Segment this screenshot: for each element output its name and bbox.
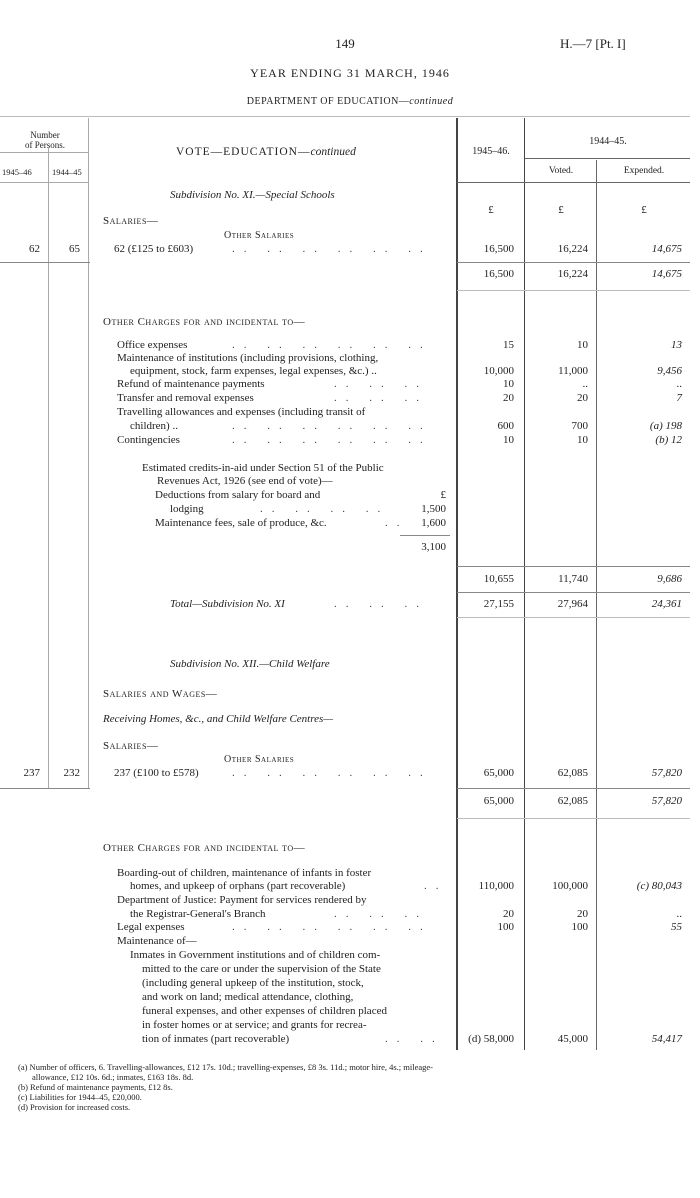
credits-lodging-value: 1,500 bbox=[421, 503, 446, 515]
credits-rule bbox=[400, 535, 450, 536]
travelling-voted: 700 bbox=[571, 420, 588, 432]
travelling-label-b: children) .. bbox=[130, 420, 178, 432]
leader-dots: .. .. .. .. .. .. bbox=[232, 339, 432, 351]
footnote-a-line-1: (a) Number of officers, 6. Travelling-allowances, £12 17s. 10d.; travelling-expenses, £8 3s. 11d.; motor hire, 4s.; mileage- bbox=[18, 1062, 433, 1072]
sub11-salaries-total-expended: 14,675 bbox=[651, 268, 682, 280]
receiving-homes-label: Receiving Homes, &c., and Child Welfare Centres— bbox=[103, 713, 334, 725]
persons-label-1: Number bbox=[30, 130, 60, 140]
office-expenses-expended: 13 bbox=[671, 339, 682, 351]
transfer-voted: 20 bbox=[577, 392, 588, 404]
inmates-text-3: (including general upkeep of the institution, stock, bbox=[142, 977, 364, 989]
inmates-voted: 45,000 bbox=[557, 1033, 588, 1045]
persons-header bbox=[0, 130, 90, 150]
justice-label-b: the Registrar-General's Branch bbox=[130, 908, 266, 920]
sub11-salaries-voted: 16,224 bbox=[557, 243, 588, 255]
document-reference: H.—7 [Pt. I] bbox=[560, 36, 626, 51]
sub11-other-salaries-label: Other Salaries bbox=[224, 230, 295, 241]
persons-year-1944: 1944–45 bbox=[52, 167, 82, 177]
refund-label: Refund of maintenance payments bbox=[117, 378, 265, 390]
travelling-label-a: Travelling allowances and expenses (including transit of bbox=[117, 406, 366, 418]
leader-dots: .. .. .. .. bbox=[260, 503, 390, 515]
legal-1945: 100 bbox=[497, 921, 514, 933]
sub12-salaries-1945: 65,000 bbox=[483, 767, 514, 779]
credits-text-1: Estimated credits-in-aid under Section 51 of the Public bbox=[142, 462, 384, 474]
persons-right-rule bbox=[88, 118, 89, 788]
sub11-total-1945: 27,155 bbox=[483, 598, 514, 610]
sub11-total-rule bbox=[457, 290, 690, 291]
maintenance-label-b: equipment, stock, farm expenses, legal expenses, &c.) .. bbox=[130, 365, 377, 377]
contingencies-label: Contingencies bbox=[117, 434, 180, 446]
justice-voted: 20 bbox=[577, 908, 588, 920]
credits-row-5 bbox=[0, 517, 700, 530]
legal-expended: 55 bbox=[671, 921, 682, 933]
boarding-voted: 100,000 bbox=[552, 880, 588, 892]
inmates-text-1: Inmates in Government institutions and of children com- bbox=[130, 949, 381, 961]
sub11-other-charges-label: Other Charges for and incidental to— bbox=[103, 316, 306, 328]
inmates-row-7 bbox=[0, 1033, 700, 1046]
persons-label-2: of Persons. bbox=[25, 140, 65, 150]
leader-dots: .. .. .. .. .. .. bbox=[232, 434, 432, 446]
sub12-salaries-label: Salaries— bbox=[103, 740, 159, 752]
subdivision-12-heading: Subdivision No. XII.—Child Welfare bbox=[170, 658, 330, 670]
boarding-label-b: homes, and upkeep of orphans (part recoverable) bbox=[130, 880, 346, 892]
sub12-salaries-row bbox=[0, 767, 700, 780]
maintenance-expended: 9,456 bbox=[657, 365, 682, 377]
maintenance-label-a: Maintenance of institutions (including provisions, clothing, bbox=[117, 352, 379, 364]
sub11-other-charges-rule bbox=[457, 566, 690, 567]
transfer-label: Transfer and removal expenses bbox=[117, 392, 254, 404]
justice-row-a bbox=[0, 894, 700, 907]
leader-dots: .. .. .. .. .. .. bbox=[232, 243, 432, 255]
column-header-rule bbox=[457, 182, 690, 183]
sub11-other-charges-total-row bbox=[0, 573, 700, 586]
leader-dots: .. .. .. .. .. .. bbox=[232, 767, 432, 779]
credits-text-2: Revenues Act, 1926 (see end of vote)— bbox=[157, 475, 333, 487]
sub12-other-salaries-label: Other Salaries bbox=[224, 754, 295, 765]
sub12-persons-1944: 232 bbox=[63, 767, 80, 779]
department-continued: continued bbox=[409, 96, 454, 107]
refund-row bbox=[0, 378, 700, 391]
contingencies-voted: 10 bbox=[577, 434, 588, 446]
inmates-row-2 bbox=[0, 963, 700, 976]
page-title: YEAR ENDING 31 MARCH, 1946 bbox=[250, 66, 450, 80]
footnote-b: (b) Refund of maintenance payments, £12 8s. bbox=[18, 1082, 173, 1092]
office-expenses-row bbox=[0, 339, 700, 352]
leader-dots: .. .. .. bbox=[334, 392, 428, 404]
legal-row bbox=[0, 921, 700, 934]
office-expenses-voted: 10 bbox=[577, 339, 588, 351]
subdivision-11-heading: Subdivision No. XI.—Special Schools bbox=[170, 189, 335, 201]
boarding-expended: (c) 80,043 bbox=[636, 880, 682, 892]
credits-total-row bbox=[0, 541, 700, 554]
legal-label: Legal expenses bbox=[117, 921, 185, 933]
inmates-expended: 54,417 bbox=[651, 1033, 682, 1045]
col-1945-46-header: 1945–46. bbox=[472, 146, 510, 157]
persons-header-rule bbox=[0, 152, 89, 153]
inmates-row-1 bbox=[0, 949, 700, 962]
maintenance-row-b bbox=[0, 365, 700, 378]
credits-text-4: lodging bbox=[170, 503, 204, 515]
inmates-text-6: in foster homes or at service; and grants for recrea- bbox=[142, 1019, 367, 1031]
sub12-persons-rule bbox=[0, 788, 90, 789]
sub11-persons-1944: 65 bbox=[69, 243, 80, 255]
maintenance-row-a bbox=[0, 352, 700, 365]
col-1944-45-rule bbox=[525, 158, 690, 159]
boarding-row-b bbox=[0, 880, 700, 893]
legal-voted: 100 bbox=[571, 921, 588, 933]
credits-total-value: 3,100 bbox=[421, 541, 446, 553]
sub12-other-charges-label: Other Charges for and incidental to— bbox=[103, 842, 306, 854]
credits-row-3 bbox=[0, 489, 700, 502]
sub12-salaries-total-row bbox=[0, 795, 700, 808]
col-1944-45-header: 1944–45. bbox=[589, 136, 627, 147]
office-expenses-1945: 15 bbox=[503, 339, 514, 351]
sub11-total-expended: 24,361 bbox=[651, 598, 682, 610]
travelling-1945: 600 bbox=[497, 420, 514, 432]
justice-label-a: Department of Justice: Payment for services rendered by bbox=[117, 894, 367, 906]
footnote-a-line-2: allowance, £12 10s. 6d.; inmates, £163 18s. 8d. bbox=[32, 1072, 194, 1082]
credits-row-1 bbox=[0, 462, 700, 475]
sub11-total-row bbox=[0, 598, 700, 611]
sub11-grand-total-rule bbox=[457, 592, 690, 593]
expended-header: Expended. bbox=[623, 166, 665, 176]
sub11-total-label: Total—Subdivision No. XI bbox=[170, 598, 285, 610]
department-name: DEPARTMENT OF EDUCATION— bbox=[246, 96, 410, 107]
sub12-persons-1945: 237 bbox=[23, 767, 40, 779]
maintenance-voted: 11,000 bbox=[558, 365, 588, 377]
sub12-salaries-total-voted: 62,085 bbox=[557, 795, 588, 807]
justice-1945: 20 bbox=[503, 908, 514, 920]
sub11-other-charges-1945: 10,655 bbox=[483, 573, 514, 585]
sub12-salaries-expended: 57,820 bbox=[651, 767, 682, 779]
credits-row-2 bbox=[0, 475, 700, 488]
sub11-salaries-1945: 16,500 bbox=[483, 243, 514, 255]
persons-year-rule bbox=[0, 182, 89, 183]
inmates-row-4 bbox=[0, 991, 700, 1004]
contingencies-expended: (b) 12 bbox=[655, 434, 682, 446]
vote-title bbox=[176, 146, 356, 158]
inmates-1945: (d) 58,000 bbox=[468, 1033, 514, 1045]
leader-dots: .. .. .. .. .. .. bbox=[232, 921, 432, 933]
vote-title-continued: continued bbox=[310, 146, 356, 158]
pound-sign-voted: £ bbox=[558, 204, 564, 216]
leader-dots: .. .. .. .. .. .. bbox=[232, 420, 432, 432]
refund-1945: 10 bbox=[503, 378, 514, 390]
travelling-expended: (a) 198 bbox=[649, 420, 682, 432]
refund-expended: .. bbox=[676, 378, 682, 390]
sub11-salaries-total-voted: 16,224 bbox=[557, 268, 588, 280]
sub12-salaries-wages-label: Salaries and Wages— bbox=[103, 688, 218, 700]
leader-dots: .. .. bbox=[385, 1033, 444, 1045]
credits-text-3: Deductions from salary for board and bbox=[155, 489, 321, 501]
sub11-persons-1945: 62 bbox=[29, 243, 40, 255]
credits-pound-sign: £ bbox=[440, 489, 446, 501]
contingencies-1945: 10 bbox=[503, 434, 514, 446]
persons-total-rule bbox=[0, 262, 90, 263]
sub12-salaries-voted: 62,085 bbox=[557, 767, 588, 779]
sub11-salaries-label: Salaries— bbox=[103, 215, 159, 227]
pound-sign-expended: £ bbox=[641, 204, 647, 216]
pound-sign-1945: £ bbox=[488, 204, 494, 216]
leader-dots: .. bbox=[424, 880, 448, 892]
sub12-salaries-rule bbox=[457, 788, 690, 789]
sub11-other-charges-expended: 9,686 bbox=[657, 573, 682, 585]
leader-dots: .. .. .. bbox=[334, 598, 428, 610]
sub11-end-rule bbox=[457, 617, 690, 618]
inmates-text-4: and work on land; medical attendance, clothing, bbox=[142, 991, 354, 1003]
leader-dots: .. bbox=[385, 517, 409, 529]
boarding-row-a bbox=[0, 867, 700, 880]
inmates-row-5 bbox=[0, 1005, 700, 1018]
credits-text-5: Maintenance fees, sale of produce, &c. bbox=[155, 517, 327, 529]
sub12-salaries-total-1945: 65,000 bbox=[483, 795, 514, 807]
boarding-label-a: Boarding-out of children, maintenance of infants in foster bbox=[117, 867, 372, 879]
sub11-salaries-expended: 14,675 bbox=[651, 243, 682, 255]
travelling-row-a bbox=[0, 406, 700, 419]
refund-voted: .. bbox=[582, 378, 588, 390]
sub11-salaries-total-row bbox=[0, 268, 700, 281]
justice-expended: .. bbox=[676, 908, 682, 920]
sub11-salaries-desc: 62 (£125 to £603) bbox=[114, 243, 194, 255]
inmates-text-5: funeral expenses, and other expenses of children placed bbox=[142, 1005, 387, 1017]
top-rule bbox=[0, 116, 690, 117]
inmates-text-2: mitted to the care or under the supervision of the State bbox=[142, 963, 381, 975]
maint-of-label: Maintenance of— bbox=[117, 935, 197, 947]
sub11-salaries-row bbox=[0, 243, 700, 256]
justice-row-b bbox=[0, 908, 700, 921]
vote-title-text: VOTE—EDUCATION— bbox=[176, 146, 311, 158]
department-heading bbox=[0, 96, 700, 107]
credits-fees-value: 1,600 bbox=[421, 517, 446, 529]
transfer-expended: 7 bbox=[676, 392, 682, 404]
travelling-row-b bbox=[0, 420, 700, 433]
persons-year-1945: 1945–46 bbox=[2, 167, 32, 177]
inmates-row-6 bbox=[0, 1019, 700, 1032]
leader-dots: .. .. .. bbox=[334, 908, 428, 920]
leader-dots: .. .. .. bbox=[334, 378, 428, 390]
voted-header: Voted. bbox=[548, 166, 574, 176]
contingencies-row bbox=[0, 434, 700, 447]
sub11-salaries-rule bbox=[457, 262, 690, 263]
maint-of-row bbox=[0, 935, 700, 948]
boarding-1945: 110,000 bbox=[478, 880, 514, 892]
inmates-text-7: tion of inmates (part recoverable) bbox=[142, 1033, 290, 1045]
sub12-total-rule bbox=[457, 818, 690, 819]
transfer-1945: 20 bbox=[503, 392, 514, 404]
office-expenses-label: Office expenses bbox=[117, 339, 188, 351]
maintenance-1945: 10,000 bbox=[483, 365, 514, 377]
sub12-salaries-desc: 237 (£100 to £578) bbox=[114, 767, 199, 779]
transfer-row bbox=[0, 392, 700, 405]
inmates-row-3 bbox=[0, 977, 700, 990]
sub11-total-voted: 27,964 bbox=[557, 598, 588, 610]
credits-row-4 bbox=[0, 503, 700, 516]
footnote-d: (d) Provision for increased costs. bbox=[18, 1102, 131, 1112]
footnote-c: (c) Liabilities for 1944–45, £20,000. bbox=[18, 1092, 142, 1102]
sub11-other-charges-voted: 11,740 bbox=[558, 573, 588, 585]
page-number: 149 bbox=[335, 36, 355, 51]
sub12-salaries-total-expended: 57,820 bbox=[651, 795, 682, 807]
sub11-salaries-total-1945: 16,500 bbox=[483, 268, 514, 280]
